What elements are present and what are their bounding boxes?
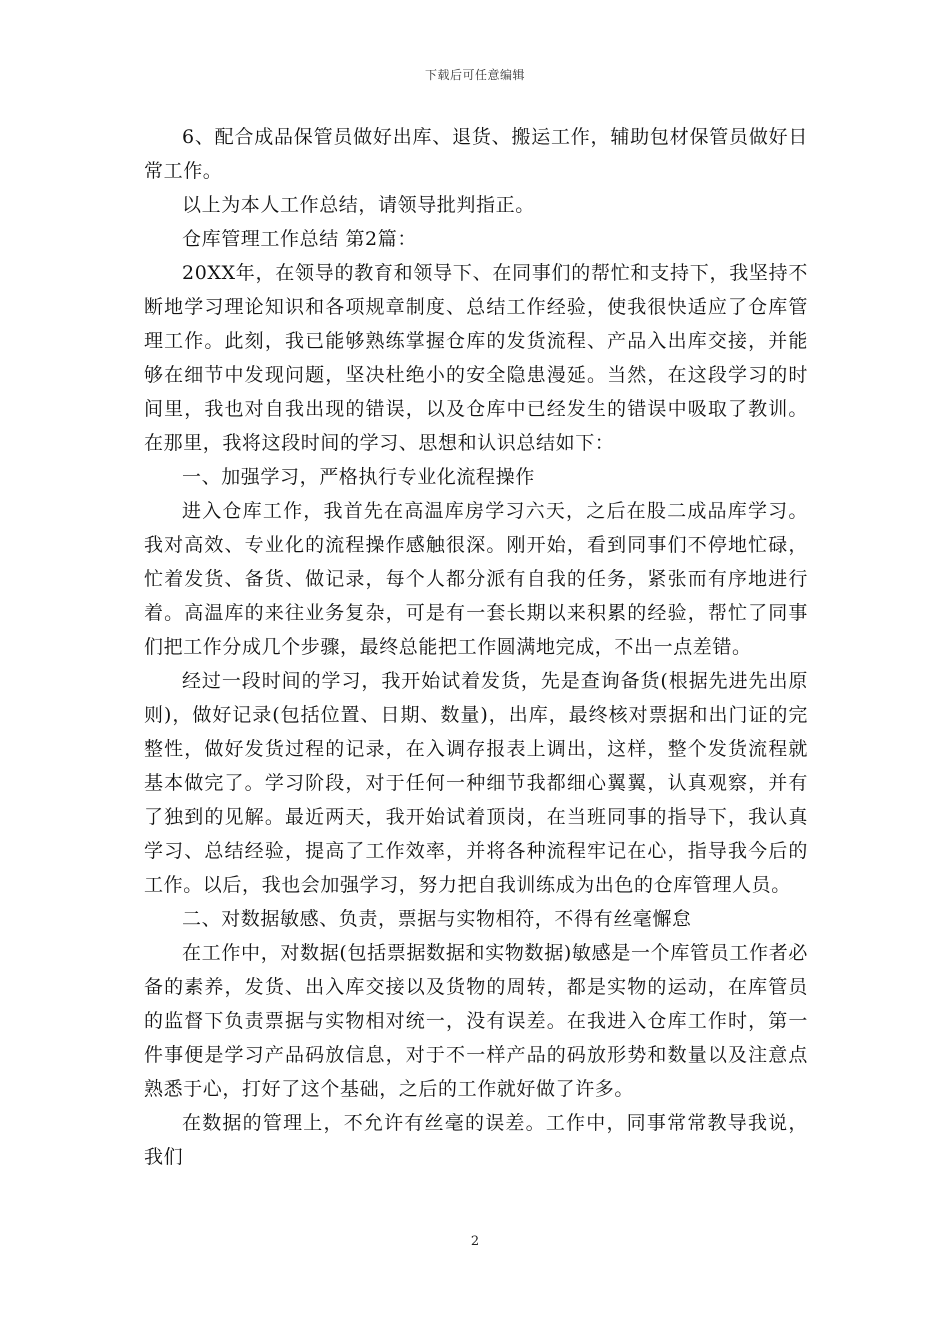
paragraph: 在数据的管理上，不允许有丝毫的误差。工作中，同事常常教导我说，我们 [144,1112,808,1168]
paragraph: 在工作中，对数据(包括票据数据和实物数据)敏感是一个库管员工作者必备的素养，发货、出入库交接以及货物的周转，都是实物的运动，在库管员的监督下负责票据与实物相对统一，没有误差。在我进入仓库工作时，第一件事便是学习产品码放信息，对于不一样产品的码放形势和数量以及注意点熟悉于心，打好了这个基础，之后的工作就好做了许多。 [144,942,808,1100]
section-title: 仓库管理工作总结 第2篇： [182,228,417,250]
page-number: 2 [470,1234,480,1249]
paragraph: 进入仓库工作，我首先在高温库房学习六天，之后在股二成品库学习。我对高效、专业化的流程操作感触很深。刚开始，看到同事们不停地忙碌，忙着发货、备货、做记录，每个人都分派有自我的任务，紧张而有序地进行着。高温库的来往业务复杂，可是有一套长期以来积累的经验，帮忙了同事们把工作分成几个步骤，最终总能把工作圆满地完成，不出一点差错。 [144,500,808,658]
section-heading: 二、对数据敏感、负责，票据与实物相符，不得有丝毫懈怠 [182,908,692,930]
document-body [144,120,808,1174]
paragraph: 以上为本人工作总结，请领导批判指正。 [182,194,535,216]
paragraph: 20XX年，在领导的教育和领导下、在同事们的帮忙和支持下，我坚持不断地学习理论知识和各项规章制度、总结工作经验，使我很快适应了仓库管理工作。此刻，我已能够熟练掌握仓库的发货流程、产品入出库交接，并能够在细节中发现问题，坚决杜绝小的安全隐患漫延。当然，在这段学习的时间里，我也对自我出现的错误，以及仓库中已经发生的错误中吸取了教训。在那里，我将这段时间的学习、思想和认识总结如下： [144,262,808,454]
paragraph: 经过一段时间的学习，我开始试着发货，先是查询备货(根据先进先出原则)，做好记录(包括位置、日期、数量)，出库，最终核对票据和出门证的完整性，做好发货过程的记录，在入调存报表上调出，这样，整个发货流程就基本做完了。学习阶段，对于任何一种细节我都细心翼翼，认真观察，并有了独到的见解。最近两天，我开始试着顶岗，在当班同事的指导下，我认真学习、总结经验，提高了工作效率，并将各种流程牢记在心，指导我今后的工作。以后，我也会加强学习，努力把自我训练成为出色的仓库管理人员。 [144,670,808,896]
page-header: 下载后可任意编辑 [424,68,525,82]
section-heading: 一、加强学习，严格执行专业化流程操作 [182,466,535,488]
paragraph: 6、配合成品保管员做好出库、退货、搬运工作，辅助包材保管员做好日常工作。 [144,126,808,182]
